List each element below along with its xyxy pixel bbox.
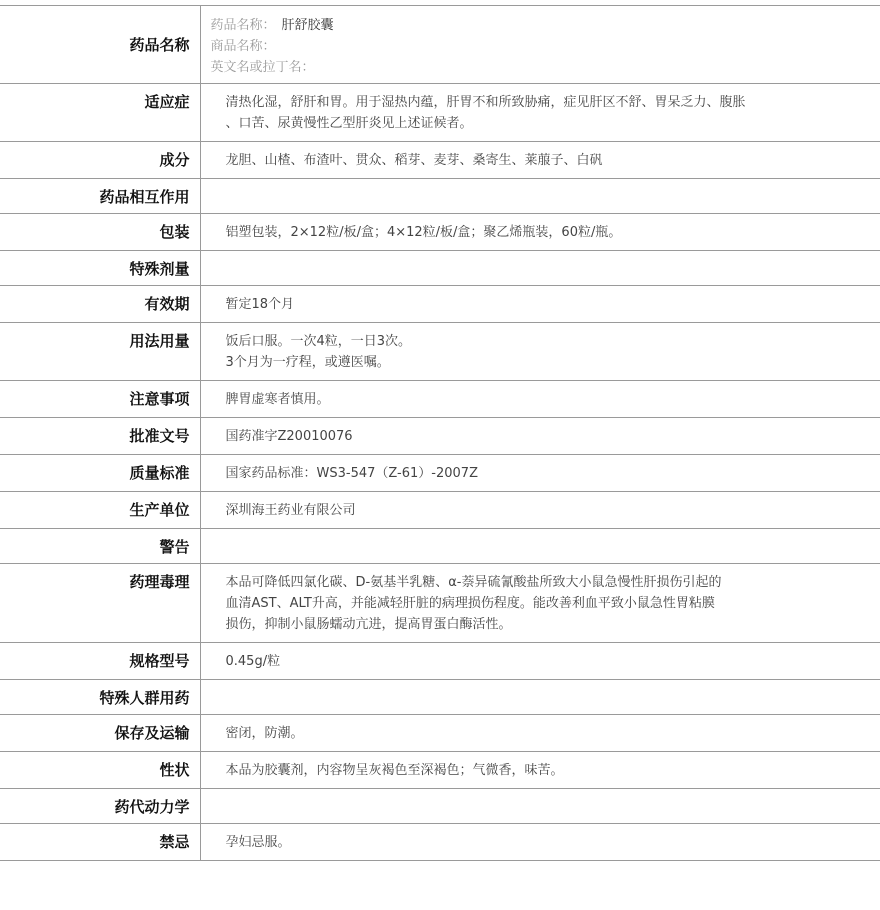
info-row-value (200, 142, 880, 179)
info-row-label: 批准文号 (0, 418, 200, 455)
info-row-value-line: 3个月为一疗程，或遵医嘱。 (225, 355, 390, 370)
info-row-value-line: 损伤，抑制小鼠肠蠕动亢进，提高胃蛋白酶活性。 (225, 617, 512, 632)
trade-name-line (211, 36, 791, 57)
info-row-label: 用法用量 (0, 323, 200, 381)
info-row-label: 禁忌 (0, 824, 200, 861)
info-row-value-line: 0.45g/粒 (225, 654, 281, 669)
info-row-label: 药品相互作用 (0, 179, 200, 214)
info-row-value (200, 214, 880, 251)
info-row (0, 564, 880, 643)
generic-name-key: 药品名称： (210, 18, 276, 33)
info-row (0, 715, 880, 752)
info-row-value-line: 龙胆、山楂、布渣叶、贯众、稻芽、麦芽、桑寄生、莱菔子、白矾 (225, 153, 603, 168)
info-row (0, 323, 880, 381)
latin-name-line (211, 57, 791, 78)
info-row-value (200, 529, 880, 564)
info-row-value (200, 323, 880, 381)
info-row (0, 214, 880, 251)
info-row (0, 643, 880, 680)
info-row-value (200, 286, 880, 323)
info-row-value (200, 752, 880, 789)
info-row (0, 84, 880, 142)
info-row-value (200, 492, 880, 529)
info-row (0, 789, 880, 824)
info-row-label: 性状 (0, 752, 200, 789)
trade-name-key: 商品名称： (210, 39, 276, 54)
info-row-value (200, 455, 880, 492)
info-row-label: 保存及运输 (0, 715, 200, 752)
info-row (0, 824, 880, 861)
drug-info-body (0, 6, 880, 861)
info-row-label: 特殊剂量 (0, 251, 200, 286)
info-row-label: 特殊人群用药 (0, 680, 200, 715)
info-row-value-line: 国药准字Z20010076 (225, 429, 353, 444)
latin-name-key: 英文名或拉丁名： (210, 60, 315, 75)
info-row (0, 179, 880, 214)
generic-name-value: 肝舒胶囊 (281, 18, 334, 33)
info-row-value (200, 680, 880, 715)
info-row-value-line: 暂定18个月 (225, 297, 295, 312)
info-row-label: 质量标准 (0, 455, 200, 492)
info-row-value-line: 本品可降低四氯化碳、D-氨基半乳糖、α-萘异硫氰酸盐所致大小鼠急慢性肝损伤引起的 (225, 575, 722, 590)
info-row-value (200, 84, 880, 142)
info-row-label: 生产单位 (0, 492, 200, 529)
info-row-label: 药理毒理 (0, 564, 200, 643)
info-row-label: 注意事项 (0, 381, 200, 418)
drug-name-label: 药品名称 (0, 6, 200, 84)
info-row-label: 规格型号 (0, 643, 200, 680)
info-row-value (200, 643, 880, 680)
info-row-value-line: 本品为胶囊剂，内容物呈灰褐色至深褐色；气微香，味苦。 (225, 763, 564, 778)
info-row-label: 适应症 (0, 84, 200, 142)
info-row-value-line: 铝塑包装，2×12粒/板/盒；4×12粒/板/盒；聚乙烯瓶装，60粒/瓶。 (225, 225, 622, 240)
info-row-value-line: 脾胃虚寒者慎用。 (225, 392, 330, 407)
info-row-value-line: 密闭，防潮。 (225, 726, 304, 741)
drug-name-cell (200, 6, 880, 84)
info-row (0, 752, 880, 789)
drug-name-row (0, 6, 880, 84)
info-row-value (200, 824, 880, 861)
drug-info-table (0, 5, 880, 861)
info-row-value (200, 251, 880, 286)
info-row-label: 成分 (0, 142, 200, 179)
info-row (0, 142, 880, 179)
info-row-value (200, 179, 880, 214)
info-row-value-line: 血清AST、ALT升高，并能减轻肝脏的病理损伤程度。能改善利血平致小鼠急性胃粘膜 (225, 596, 715, 611)
info-row-value-line: 清热化湿，舒肝和胃。用于湿热内蕴，肝胃不和所致胁痛，症见肝区不舒、胃呆乏力、腹胀 (225, 95, 746, 110)
info-row (0, 455, 880, 492)
info-row-value (200, 418, 880, 455)
generic-name-line (211, 15, 791, 36)
info-row (0, 492, 880, 529)
info-row-value-line: 饭后口服。一次4粒，一日3次。 (225, 334, 412, 349)
info-row-value-line: 孕妇忌服。 (225, 835, 291, 850)
info-row-value-line: 深圳海王药业有限公司 (225, 503, 356, 518)
info-row (0, 251, 880, 286)
info-row-value (200, 789, 880, 824)
info-row-value-line: 、口苦、尿黄慢性乙型肝炎见上述证候者。 (225, 116, 473, 131)
info-row-label: 包装 (0, 214, 200, 251)
info-row (0, 418, 880, 455)
info-row (0, 381, 880, 418)
info-row-label: 药代动力学 (0, 789, 200, 824)
info-row (0, 680, 880, 715)
info-row-value (200, 715, 880, 752)
info-row-label: 警告 (0, 529, 200, 564)
info-row-value (200, 381, 880, 418)
info-row-label: 有效期 (0, 286, 200, 323)
info-row (0, 286, 880, 323)
info-row (0, 529, 880, 564)
info-row-value (200, 564, 880, 643)
info-row-value-line: 国家药品标准：WS3-547（Z-61）-2007Z (225, 466, 478, 481)
